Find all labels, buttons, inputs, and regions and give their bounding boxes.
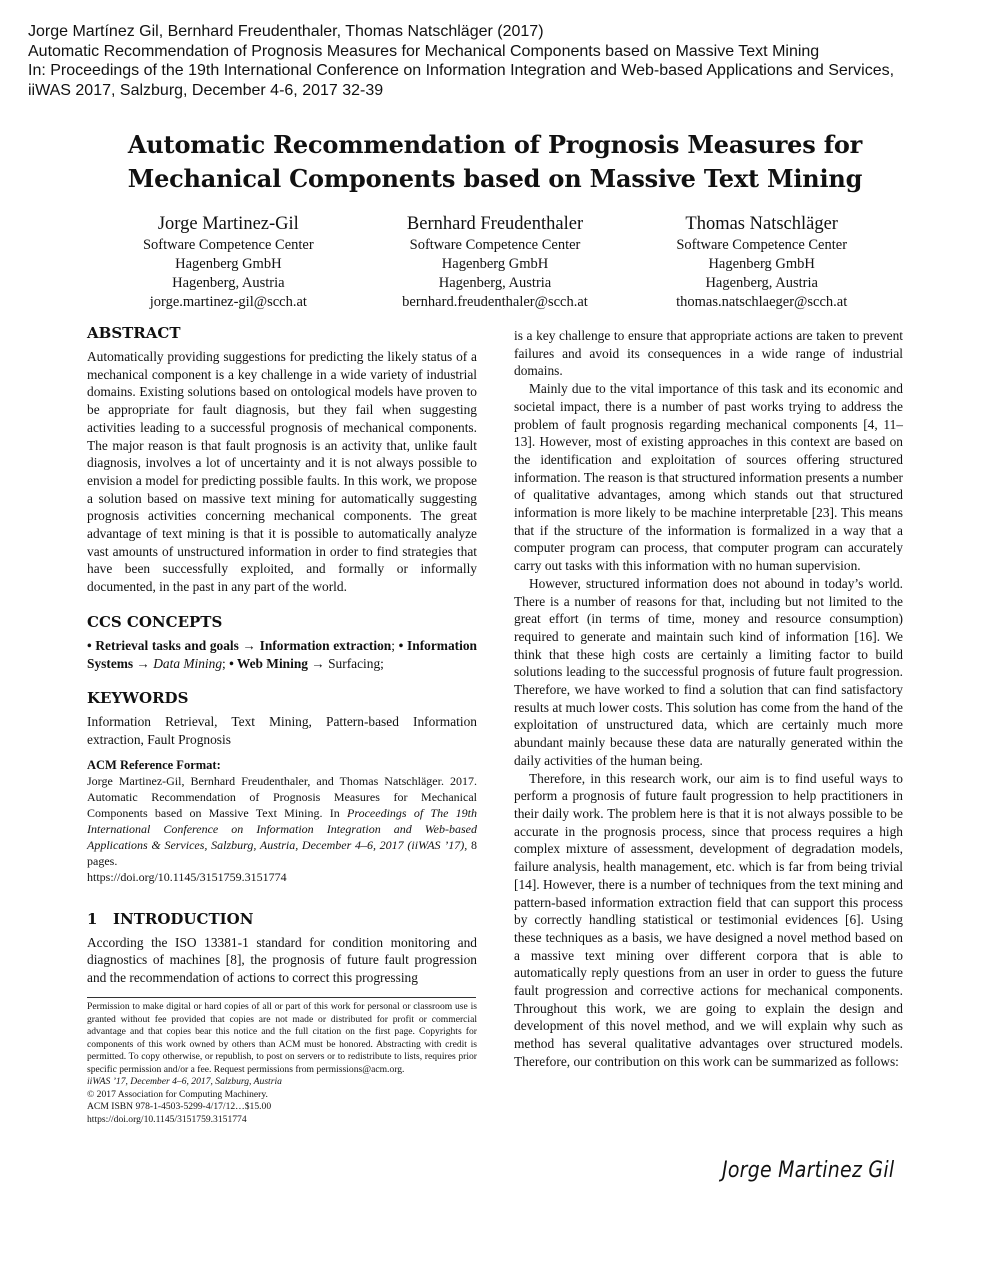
ccs-arrow: →	[311, 655, 325, 671]
title-line-2: Mechanical Components based on Massive Text Mining	[127, 164, 863, 193]
handwritten-signature: Jorge Martinez Gil	[722, 1158, 895, 1183]
intro-heading	[87, 909, 477, 929]
author-org2: Hagenberg GmbH	[708, 256, 815, 272]
author-location: Hagenberg, Austria	[438, 275, 552, 291]
ccs-term-5: • Web Mining	[229, 655, 308, 671]
abstract-heading: ABSTRACT	[87, 324, 181, 342]
permission-notice: Permission to make digital or hard copies of all or part of this work for personal or classroom use is granted without fee provided that copies are not made or distributed for profit or commercial advantage and that copies bear this notice and the full citation on the first page. Copyrights for components of this work owned by others than ACM must be honored. Abstracting with credit is permitted. To copy otherwise, or republish, to post on servers or to redistribute to lists, requires prior specific permission and/or a fee. Request permissions from permissions@acm.org.	[87, 1001, 477, 1075]
author-org2: Hagenberg GmbH	[441, 256, 549, 272]
author-3	[628, 212, 895, 312]
copyright-line: © 2017 Association for Computing Machinery.	[87, 1088, 268, 1100]
ccs-separator: ;	[391, 637, 399, 653]
acm-ref-doi[interactable]: https://doi.org/10.1145/3151759.3151774	[87, 869, 287, 884]
author-org: Software Competence Center	[676, 237, 848, 253]
author-location: Hagenberg, Austria	[705, 275, 818, 291]
author-name: Bernhard Freudenthaler	[406, 214, 584, 234]
ccs-term-3: • Information Systems	[87, 637, 477, 671]
keywords-heading: KEYWORDS	[87, 689, 189, 708]
abstract-text: Automatically providing suggestions for predicting the likely status of a mechanical component is a key challenge in a wide variety of industrial domains. Existing solutions based on ontological models have proven to be appropriate for fault diagnosis, but they fail when suggesting activities leading to a successful prognosis of mechanical components. The major reason is that fault prognosis is an activity that, unlike fault diagnosis, involves a lot of uncertainty and it is not always possible to envision a model for predicting possible faults. In this work, we propose a solution based on massive text mining for automatically suggesting prognosis activities concerning mechanical components. The great advantage of text mining is that it is possible to automatically analyze vast amounts of unstructured information in order to find strategies that have been successfully exploited, and formally or informally documented, in the past in any part of the world.	[87, 349, 477, 595]
title-line-1: Automatic Recommendation of Prognosis Measures for	[127, 130, 863, 159]
venue-line: iiWAS ’17, December 4–6, 2017, Salzburg, Austria	[87, 1076, 282, 1087]
author-org2: Hagenberg GmbH	[175, 256, 282, 272]
ccs-heading: CCS CONCEPTS	[87, 612, 223, 631]
intro-paragraph-4: Therefore, in this research work, our aim is to find useful ways to perform a prognosis of future fault progression to help practitioners in their daily work. The problem here is that it is not always possible to be accurate in the prognosis process, since that process requires a high complex mixture of assessment, development of degradation models, failure analysis, health management, etc. which is far from being trivial [14]. However, there is a number of techniques from the text mining and pattern-based information extraction field that can support this process by correctly handling statistical or testimonial evidences [6]. Using these techniques as a basis, we have designed a novel method based on a massive text mining over different corpora that is able to automatically reply questions from an user in order to guess the future fault progression and corrective actions for mechanical components. Throughout this work, we are going to explain the design and development of this novel method, and we will explain why such as method has several qualitative advantages over structured models. Therefore, our contribution on this work can be summarized as follows:	[514, 770, 903, 1069]
footnote-divider	[87, 997, 476, 998]
section-number: 1	[87, 909, 98, 928]
copyright-footnote	[87, 1001, 477, 1126]
author-name: Thomas Natschläger	[685, 214, 838, 234]
intro-paragraph-2: Mainly due to the vital importance of this task and its economic and societal impact, there is a number of past works trying to address the problem of fault prognosis regarding mechanical components [4, 11–13]. However, most of existing approaches in this context are based on the identification and exploitation of sources offering structured information. The reason is that structured information presents a number of qualitative advantages, among which stands out that structured information is more likely to be machine interpretable [23]. This means that if the structure of the information is formalized in a way that a computer program can process, that computer program can accurately carry out tasks with this information with no human supervision.	[514, 381, 903, 574]
author-org: Software Competence Center	[409, 237, 581, 253]
acm-ref-heading: ACM Reference Format:	[87, 757, 221, 772]
acm-ref-part-1: Jorge Martinez-Gil, Bernhard Freudenthaler, and Thomas Natschläger. 2017. Automatic Recommendation of Prognosis Measures for Mechanical Components based on Massive Text Mining. In	[87, 773, 477, 820]
ccs-term-4: Data Mining	[153, 655, 223, 671]
isbn-line: ACM ISBN 978-1-4503-5299-4/17/12…$15.00	[87, 1101, 272, 1112]
author-1	[95, 212, 362, 312]
intro-paragraph-1-right: is a key challenge to ensure that appropriate actions are taken to prevent failures and avoid its consequences in a wide range of industrial domains.	[514, 328, 903, 379]
acm-ref-part-2: 8 pages.	[87, 837, 478, 868]
citation-header	[28, 22, 968, 100]
right-column	[514, 327, 903, 1071]
ccs-term-1: • Retrieval tasks and goals	[87, 637, 239, 653]
author-block	[95, 212, 895, 312]
paper-title	[60, 128, 930, 196]
acm-ref-text	[87, 773, 477, 885]
ccs-concepts	[87, 637, 477, 672]
author-location: Hagenberg, Austria	[172, 275, 285, 291]
ccs-arrow: →	[136, 655, 150, 671]
author-2	[362, 212, 629, 312]
ccs-separator: ;	[222, 655, 230, 671]
section-title: INTRODUCTION	[113, 909, 254, 928]
footnote-doi[interactable]: https://doi.org/10.1145/3151759.3151774	[87, 1113, 247, 1125]
acm-ref-italic: Proceedings of The 19th International Conference on Information Integration and Web-based Applications & Services, Salzburg, Austria, December 4–6, 2017 (iiWAS ’17),	[87, 805, 477, 852]
author-email[interactable]: bernhard.freudenthaler@scch.at	[402, 294, 588, 310]
ccs-term-6: Surfacing;	[328, 655, 384, 671]
intro-paragraph-1-left: According the ISO 13381-1 standard for condition monitoring and diagnostics of machines [8], the prognosis of future fault progression and the recommendation of actions to correct this progressing	[87, 934, 477, 986]
citation-proceedings: In: Proceedings of the 19th International Conference on Information Integration and Web-based Applications and Services,	[28, 62, 895, 79]
intro-paragraph-3: However, structured information does not abound in today’s world. There is a number of reasons for that, including but not limited to the great effort (in terms of time, money and resource consumption) required to generate and maintain such kind of information [16]. We think that these high costs are certainly a limiting factor to build solutions leading to the successful prognosis of future fault progression. Therefore, we have worked to find a solution that can find satisfactory results at much lower costs. This solution has come from the hand of the exploitation of unstructured data, which are certainly much more abundant mainly because these data are naturally generated within the daily activities of the human being.	[514, 575, 903, 768]
author-org: Software Competence Center	[142, 237, 314, 253]
citation-authors: Jorge Martínez Gil, Bernhard Freudenthaler, Thomas Natschläger (2017)	[28, 23, 544, 40]
ccs-arrow: →	[242, 637, 256, 653]
author-email[interactable]: thomas.natschlaeger@scch.at	[676, 294, 848, 310]
ccs-term-2: Information extraction	[259, 637, 392, 653]
author-name: Jorge Martinez-Gil	[157, 214, 299, 234]
author-email[interactable]: jorge.martinez-gil@scch.at	[149, 294, 307, 310]
citation-title: Automatic Recommendation of Prognosis Measures for Mechanical Components based on Massive Text Mining	[28, 42, 820, 60]
keywords-text: Information Retrieval, Text Mining, Pattern-based Information extraction, Fault Prognosis	[87, 714, 477, 747]
citation-venue: iiWAS 2017, Salzburg, December 4-6, 2017 32-39	[28, 81, 384, 99]
left-column	[87, 323, 477, 987]
